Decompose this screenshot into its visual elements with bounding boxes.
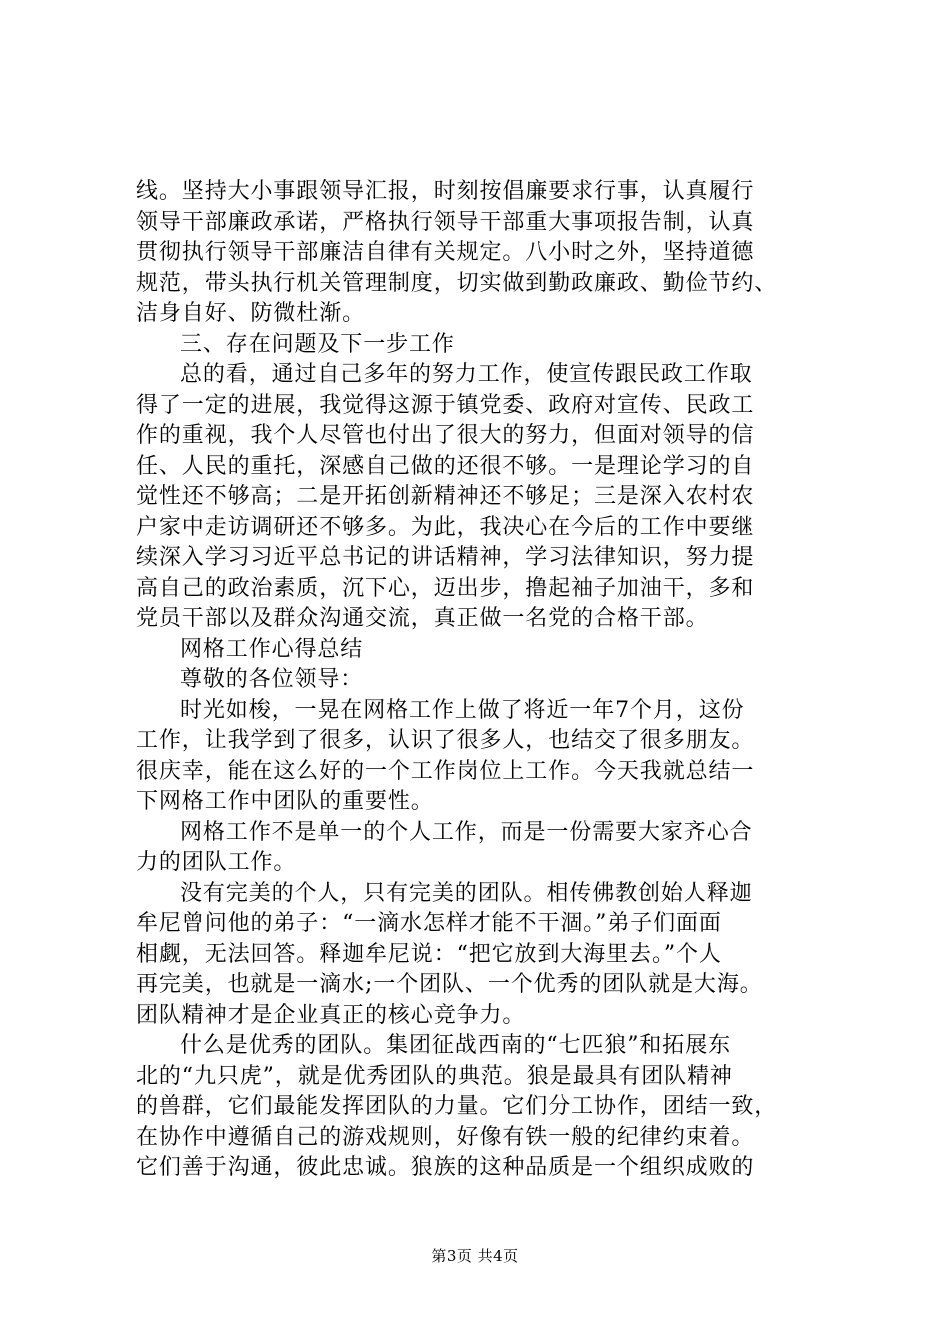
text-line: 很庆幸，能在这么好的一个工作岗位上工作。今天我就总结一 [136, 758, 755, 784]
text-line: 线。坚持大小事跟领导汇报，时刻按倡廉要求行事，认真履行 [136, 179, 755, 204]
text-line: 力的团队工作。 [136, 850, 297, 875]
text-line: 团队精神才是企业真正的核心竞争力。 [136, 1002, 526, 1028]
text-line: 的兽群，它们最能发挥团队的力量。它们分工协作，团结一致， [136, 1094, 778, 1119]
text-line: 得了一定的进展，我觉得这源于镇党委、政府对宣传、民政工 [136, 392, 755, 418]
text-line: 下网格工作中团队的重要性。 [136, 789, 434, 814]
text-line: 续深入学习习近平总书记的讲话精神，学习法律知识，努力提 [136, 545, 755, 570]
text-line: 工作，让我学到了很多，认识了很多人，也结交了很多朋友。 [136, 728, 755, 753]
text-line: 网格工作不是单一的个人工作，而是一份需要大家齐心合 [180, 819, 753, 845]
text-line: 领导干部廉政承诺，严格执行领导干部重大事项报告制，认真 [136, 209, 755, 235]
text-line: 党员干部以及群众沟通交流，真正做一名党的合格干部。 [136, 606, 709, 631]
text-line: 洁身自好、防微杜渐。 [136, 301, 366, 326]
text-line: 再完美，也就是一滴水;一个团队、一个优秀的团队就是大海。 [136, 972, 763, 997]
text-line: 在协作中遵循自己的游戏规则，好像有铁一般的纪律约束着。 [136, 1124, 755, 1150]
document-body [136, 177, 836, 1184]
text-line: 相觑，无法回答。释迦牟尼说：“把它放到大海里去。”个人 [136, 941, 722, 967]
text-line: 什么是优秀的团队。集团征战西南的“七匹狼”和拓展东 [180, 1033, 731, 1058]
text-line: 网格工作心得总结 [180, 636, 364, 662]
text-line: 户家中走访调研还不够多。为此，我决心在今后的工作中要继 [136, 514, 755, 540]
text-line: 三、存在问题及下一步工作 [180, 331, 455, 357]
page-footer: 第3页 共4页 [431, 1247, 519, 1265]
text-line: 北的“九只虎”，就是优秀团队的典范。狼是最具有团队精神 [136, 1063, 733, 1089]
text-line: 任、人民的重托，深感自己做的还很不够。一是理论学习的自 [136, 453, 755, 479]
text-line: 觉性还不够高；二是开拓创新精神还不够足；三是深入农村农 [136, 484, 755, 509]
text-line: 没有完美的个人，只有完美的团队。相传佛教创始人释迦 [180, 880, 753, 906]
text-line: 牟尼曾问他的弟子：“一滴水怎样才能不干涸。”弟子们面面 [136, 911, 722, 936]
text-line: 总的看，通过自己多年的努力工作，使宣传跟民政工作取 [180, 362, 753, 387]
text-line: 高自己的政治素质，沉下心，迈出步，撸起袖子加油干，多和 [136, 575, 755, 601]
text-line: 作的重视，我个人尽管也付出了很大的努力，但面对领导的信 [136, 423, 755, 448]
text-line: 时光如梭，一晃在网格工作上做了将近一年7个月，这份 [180, 697, 745, 723]
text-line: 规范，带头执行机关管理制度，切实做到勤政廉政、勤俭节约、 [136, 270, 778, 296]
text-line: 贯彻执行领导干部廉洁自律有关规定。八小时之外，坚持道德 [136, 240, 755, 265]
text-line: 它们善于沟通，彼此忠诚。狼族的这种品质是一个组织成败的 [136, 1155, 755, 1180]
text-line: 尊敬的各位领导： [180, 667, 364, 692]
